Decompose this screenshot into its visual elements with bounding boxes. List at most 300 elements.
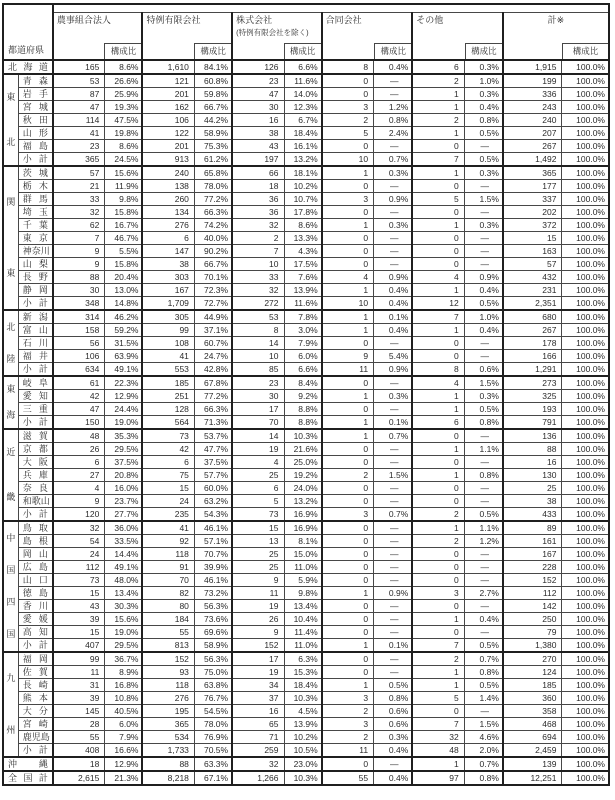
prefecture-cell: 福岡: [18, 652, 53, 666]
region-label: 近 畿: [3, 429, 18, 521]
share-cell: 48.0%: [105, 574, 143, 587]
count-cell: 7: [412, 310, 464, 324]
count-cell: 2: [412, 508, 464, 522]
count-cell: 199: [503, 74, 562, 88]
count-cell: 136: [503, 429, 562, 443]
count-cell: 0: [322, 456, 374, 469]
share-cell: 100.0%: [562, 219, 609, 232]
count-cell: 3: [322, 692, 374, 705]
share-cell: 18.4%: [284, 679, 322, 692]
count-cell: 0: [322, 245, 374, 258]
share-cell: 65.8%: [194, 166, 232, 180]
share-cell: 8.1%: [284, 535, 322, 548]
share-cell: 31.5%: [105, 337, 143, 350]
prefecture-cell: 滋賀: [18, 429, 53, 443]
count-cell: 8: [322, 60, 374, 74]
share-cell: 15.6%: [105, 613, 143, 626]
count-cell: 270: [503, 652, 562, 666]
share-cell: —: [464, 140, 503, 153]
share-cell: 100.0%: [562, 232, 609, 245]
count-cell: 55: [142, 626, 194, 639]
count-cell: 89: [503, 521, 562, 535]
count-cell: 0: [322, 521, 374, 535]
share-cell: 3.0%: [284, 324, 322, 337]
share-cell: 100.0%: [562, 284, 609, 297]
share-cell: 2.4%: [374, 127, 413, 140]
prefecture-cell: 山口: [18, 574, 53, 587]
count-cell: 1,610: [142, 60, 194, 74]
share-cell: 100.0%: [562, 127, 609, 140]
count-cell: 53: [53, 74, 105, 88]
count-cell: 12,251: [503, 771, 562, 785]
count-cell: 65: [232, 718, 284, 731]
share-cell: 9.8%: [105, 193, 143, 206]
share-cell: 1.5%: [374, 469, 413, 482]
share-cell: 15.3%: [284, 666, 322, 679]
prefecture-cell: 石川: [18, 337, 53, 350]
count-cell: 7: [412, 153, 464, 167]
count-cell: 1: [322, 166, 374, 180]
count-cell: 53: [232, 310, 284, 324]
table-row: [3, 390, 609, 403]
share-cell: 20.8%: [105, 469, 143, 482]
corporate-forms-by-prefecture-table: [2, 3, 610, 786]
share-cell: 44.2%: [194, 114, 232, 127]
share-cell: 10.8%: [105, 692, 143, 705]
count-cell: 41: [142, 521, 194, 535]
share-cell: 90.2%: [194, 245, 232, 258]
prefecture-cell: 宮城: [18, 101, 53, 114]
count-cell: 15: [503, 232, 562, 245]
share-cell: 63.9%: [105, 350, 143, 363]
count-cell: 1: [412, 127, 464, 140]
table-row: [3, 363, 609, 377]
count-cell: 564: [142, 416, 194, 430]
count-cell: 23: [232, 376, 284, 390]
count-cell: 201: [142, 140, 194, 153]
count-cell: 30: [232, 101, 284, 114]
count-cell: 1,380: [503, 639, 562, 653]
count-cell: 0: [322, 613, 374, 626]
count-cell: 167: [503, 548, 562, 561]
column-group-sonota: [412, 13, 503, 61]
count-cell: 4: [53, 482, 105, 495]
count-cell: 118: [142, 548, 194, 561]
share-cell: 100.0%: [562, 443, 609, 456]
count-cell: 0: [322, 88, 374, 101]
share-cell: 0.4%: [464, 284, 503, 297]
share-cell: 8.6%: [284, 219, 322, 232]
count-cell: 152: [503, 574, 562, 587]
count-cell: 99: [53, 652, 105, 666]
share-cell: 100.0%: [562, 60, 609, 74]
prefecture-cell: 鳥取: [18, 521, 53, 535]
count-cell: 0: [412, 429, 464, 443]
count-cell: 126: [232, 60, 284, 74]
share-cell: 100.0%: [562, 337, 609, 350]
share-cell: 0.5%: [464, 127, 503, 140]
count-cell: 47: [53, 403, 105, 416]
count-cell: 185: [142, 376, 194, 390]
share-cell: 24.4%: [105, 403, 143, 416]
share-cell: 54.5%: [194, 705, 232, 718]
prefecture-cell: 大分: [18, 705, 53, 718]
count-cell: 228: [503, 561, 562, 574]
share-cell: —: [464, 206, 503, 219]
share-cell: 6.7%: [284, 114, 322, 127]
prefecture-cell: 富山: [18, 324, 53, 337]
share-cell: 100.0%: [562, 718, 609, 731]
table-row: [3, 443, 609, 456]
count-cell: 106: [142, 114, 194, 127]
share-cell: 17.8%: [284, 206, 322, 219]
share-cell: 0.6%: [374, 705, 413, 718]
count-cell: 1: [322, 219, 374, 232]
share-cell: —: [464, 232, 503, 245]
count-cell: 152: [232, 639, 284, 653]
share-subheader: 構成比: [284, 43, 321, 59]
table-row: [3, 219, 609, 232]
share-cell: 75.3%: [194, 140, 232, 153]
count-cell: 553: [142, 363, 194, 377]
table-row: [3, 74, 609, 88]
count-cell: 152: [142, 652, 194, 666]
share-cell: 100.0%: [562, 206, 609, 219]
prefecture-cell: 栃木: [18, 180, 53, 193]
share-cell: 100.0%: [562, 771, 609, 785]
count-cell: 2,459: [503, 744, 562, 758]
count-cell: 1: [322, 416, 374, 430]
share-cell: 63.3%: [194, 757, 232, 771]
count-cell: 2: [322, 731, 374, 744]
count-cell: 1: [322, 587, 374, 600]
share-cell: 0.7%: [374, 429, 413, 443]
count-cell: 23: [232, 74, 284, 88]
share-cell: 49.1%: [105, 363, 143, 377]
count-cell: 534: [142, 731, 194, 744]
count-cell: 163: [503, 245, 562, 258]
count-cell: 2: [412, 652, 464, 666]
count-cell: 10: [232, 258, 284, 271]
share-cell: 100.0%: [562, 692, 609, 705]
share-cell: 53.7%: [194, 429, 232, 443]
column-group-kabushiki: [232, 13, 322, 61]
share-cell: 11.0%: [284, 561, 322, 574]
share-cell: 40.0%: [194, 232, 232, 245]
prefecture-cell: 岡山: [18, 548, 53, 561]
count-cell: 88: [53, 271, 105, 284]
count-cell: 3: [412, 587, 464, 600]
share-cell: 0.4%: [374, 771, 413, 785]
count-cell: 158: [53, 324, 105, 337]
count-cell: 240: [503, 114, 562, 127]
share-cell: 100.0%: [562, 74, 609, 88]
share-cell: —: [464, 258, 503, 271]
share-cell: 0.4%: [374, 60, 413, 74]
count-cell: 70: [232, 416, 284, 430]
count-cell: 0: [412, 600, 464, 613]
share-cell: 11.4%: [284, 626, 322, 639]
share-cell: 59.8%: [194, 88, 232, 101]
share-cell: —: [374, 376, 413, 390]
share-cell: 16.1%: [284, 140, 322, 153]
count-cell: 433: [503, 508, 562, 522]
share-cell: 100.0%: [562, 193, 609, 206]
count-cell: 3: [322, 101, 374, 114]
count-cell: 16: [232, 705, 284, 718]
count-cell: 0: [322, 600, 374, 613]
table-row: [3, 297, 609, 311]
table-row: [3, 245, 609, 258]
prefecture-cell: 和歌山: [18, 495, 53, 508]
share-cell: 13.4%: [105, 587, 143, 600]
share-cell: 10.5%: [284, 744, 322, 758]
count-cell: 28: [53, 718, 105, 731]
count-cell: 185: [503, 679, 562, 692]
group-label: 合同会社: [325, 15, 362, 25]
count-cell: 17: [232, 403, 284, 416]
count-cell: 112: [53, 561, 105, 574]
share-cell: 16.9%: [284, 508, 322, 522]
count-cell: 166: [503, 350, 562, 363]
count-cell: 272: [232, 297, 284, 311]
table-row: [3, 757, 609, 771]
count-cell: 1,291: [503, 363, 562, 377]
share-cell: 4.6%: [464, 731, 503, 744]
share-cell: 76.9%: [194, 731, 232, 744]
prefecture-cell: 香川: [18, 600, 53, 613]
share-cell: 16.9%: [284, 521, 322, 535]
count-cell: 15: [232, 521, 284, 535]
share-cell: 12.3%: [284, 101, 322, 114]
share-cell: 0.5%: [464, 639, 503, 653]
count-cell: 87: [53, 88, 105, 101]
count-cell: 19: [232, 443, 284, 456]
count-cell: 468: [503, 718, 562, 731]
count-cell: 1: [322, 310, 374, 324]
count-cell: 5: [412, 193, 464, 206]
share-cell: —: [374, 232, 413, 245]
share-cell: 23.7%: [105, 495, 143, 508]
share-cell: 13.9%: [284, 718, 322, 731]
share-cell: —: [374, 613, 413, 626]
count-cell: 325: [503, 390, 562, 403]
share-cell: 29.5%: [105, 443, 143, 456]
share-cell: 100.0%: [562, 429, 609, 443]
share-cell: —: [374, 757, 413, 771]
share-cell: 0.9%: [374, 271, 413, 284]
count-cell: 5: [322, 127, 374, 140]
table-row: [3, 613, 609, 626]
share-cell: 47.5%: [105, 114, 143, 127]
share-cell: —: [464, 429, 503, 443]
count-cell: 2: [412, 535, 464, 548]
share-cell: 7.8%: [284, 310, 322, 324]
share-cell: 4.5%: [284, 705, 322, 718]
prefecture-cell: 長野: [18, 271, 53, 284]
count-cell: 21: [53, 180, 105, 193]
share-cell: 100.0%: [562, 114, 609, 127]
table-row: [3, 587, 609, 600]
count-cell: 207: [503, 127, 562, 140]
share-cell: 100.0%: [562, 88, 609, 101]
share-cell: 46.1%: [194, 574, 232, 587]
count-cell: 0: [412, 245, 464, 258]
share-cell: 100.0%: [562, 757, 609, 771]
count-cell: 432: [503, 271, 562, 284]
count-cell: 0: [322, 74, 374, 88]
share-cell: 9.8%: [284, 587, 322, 600]
count-cell: 120: [53, 508, 105, 522]
count-cell: 634: [53, 363, 105, 377]
prefecture-cell: 新潟: [18, 310, 53, 324]
count-cell: 6: [142, 456, 194, 469]
share-cell: —: [464, 482, 503, 495]
share-cell: 0.5%: [464, 679, 503, 692]
share-cell: 100.0%: [562, 101, 609, 114]
share-cell: 100.0%: [562, 705, 609, 718]
share-cell: 37.5%: [105, 456, 143, 469]
count-cell: 9: [232, 626, 284, 639]
header-top-strip: [53, 4, 609, 13]
share-cell: —: [464, 600, 503, 613]
share-cell: —: [374, 561, 413, 574]
count-cell: 0: [412, 482, 464, 495]
share-cell: 78.0%: [194, 180, 232, 193]
share-cell: —: [374, 666, 413, 679]
count-cell: 27: [53, 469, 105, 482]
share-cell: —: [374, 626, 413, 639]
table-row: [3, 521, 609, 535]
share-cell: 24.5%: [105, 153, 143, 167]
share-cell: 36.7%: [105, 652, 143, 666]
count-cell: 1: [322, 390, 374, 403]
count-cell: 0: [322, 495, 374, 508]
share-cell: 70.1%: [194, 271, 232, 284]
count-cell: 251: [142, 390, 194, 403]
region-label: 関 東: [3, 166, 18, 310]
share-cell: 10.2%: [284, 731, 322, 744]
count-cell: 408: [53, 744, 105, 758]
count-cell: 1,709: [142, 297, 194, 311]
share-cell: 15.0%: [284, 548, 322, 561]
share-cell: 10.3%: [284, 771, 322, 785]
prefecture-cell: 山形: [18, 127, 53, 140]
table-row: [3, 403, 609, 416]
share-cell: —: [374, 180, 413, 193]
share-cell: 77.2%: [194, 390, 232, 403]
count-cell: 0: [322, 482, 374, 495]
share-cell: 5.9%: [284, 574, 322, 587]
count-cell: 9: [322, 350, 374, 363]
count-cell: 1: [412, 101, 464, 114]
count-cell: 184: [142, 613, 194, 626]
share-cell: 0.7%: [464, 652, 503, 666]
count-cell: 0: [322, 548, 374, 561]
prefecture-cell: 兵庫: [18, 469, 53, 482]
table-row: [3, 652, 609, 666]
share-cell: 100.0%: [562, 613, 609, 626]
share-cell: 100.0%: [562, 271, 609, 284]
table-row: [3, 166, 609, 180]
share-cell: 60.0%: [194, 482, 232, 495]
prefecture-cell: 宮崎: [18, 718, 53, 731]
count-cell: 14: [232, 429, 284, 443]
share-cell: 66.7%: [194, 101, 232, 114]
count-cell: 57: [53, 166, 105, 180]
share-cell: 10.3%: [284, 692, 322, 705]
share-cell: 36.0%: [105, 521, 143, 535]
share-cell: 0.3%: [464, 390, 503, 403]
count-cell: 11: [322, 744, 374, 758]
prefecture-cell: 福島: [18, 140, 53, 153]
share-cell: 33.5%: [105, 535, 143, 548]
count-cell: 240: [142, 166, 194, 180]
share-cell: 100.0%: [562, 469, 609, 482]
share-cell: 100.0%: [562, 297, 609, 311]
count-cell: 55: [322, 771, 374, 785]
share-cell: 18.1%: [284, 166, 322, 180]
region-label: 東 北: [3, 74, 18, 166]
share-cell: 0.3%: [374, 731, 413, 744]
count-cell: 93: [142, 666, 194, 679]
share-cell: 37.1%: [194, 324, 232, 337]
count-cell: 92: [142, 535, 194, 548]
group-label-note: (特例有限会社を除く): [236, 28, 309, 37]
count-cell: 250: [503, 613, 562, 626]
prefecture-cell: 長崎: [18, 679, 53, 692]
count-cell: 202: [503, 206, 562, 219]
share-cell: 15.8%: [105, 206, 143, 219]
share-cell: 57.1%: [194, 535, 232, 548]
prefecture-cell: 埼玉: [18, 206, 53, 219]
share-cell: 100.0%: [562, 574, 609, 587]
share-cell: 54.3%: [194, 508, 232, 522]
count-cell: 0: [322, 206, 374, 219]
count-cell: 305: [142, 310, 194, 324]
count-cell: 0: [322, 232, 374, 245]
prefecture-cell: 三重: [18, 403, 53, 416]
prefecture-cell: 小計: [18, 416, 53, 430]
count-cell: 32: [232, 219, 284, 232]
count-cell: 193: [503, 403, 562, 416]
count-cell: 2: [232, 232, 284, 245]
table-row: [3, 731, 609, 744]
share-cell: 78.0%: [194, 718, 232, 731]
share-cell: 10.7%: [284, 193, 322, 206]
share-cell: 19.0%: [105, 416, 143, 430]
count-cell: 0: [412, 548, 464, 561]
count-cell: 1: [412, 166, 464, 180]
count-cell: 197: [232, 153, 284, 167]
share-cell: 44.9%: [194, 310, 232, 324]
share-cell: —: [464, 561, 503, 574]
share-cell: 70.5%: [194, 744, 232, 758]
count-cell: 0: [412, 574, 464, 587]
share-cell: 0.9%: [374, 193, 413, 206]
share-cell: —: [464, 456, 503, 469]
count-cell: 167: [142, 284, 194, 297]
table-row: [3, 600, 609, 613]
count-cell: 273: [503, 376, 562, 390]
count-cell: 2,351: [503, 297, 562, 311]
count-cell: 0: [412, 456, 464, 469]
count-cell: 11: [232, 587, 284, 600]
share-cell: 66.3%: [194, 206, 232, 219]
share-cell: 0.4%: [374, 297, 413, 311]
share-cell: 0.8%: [464, 666, 503, 679]
share-cell: 0.8%: [464, 114, 503, 127]
